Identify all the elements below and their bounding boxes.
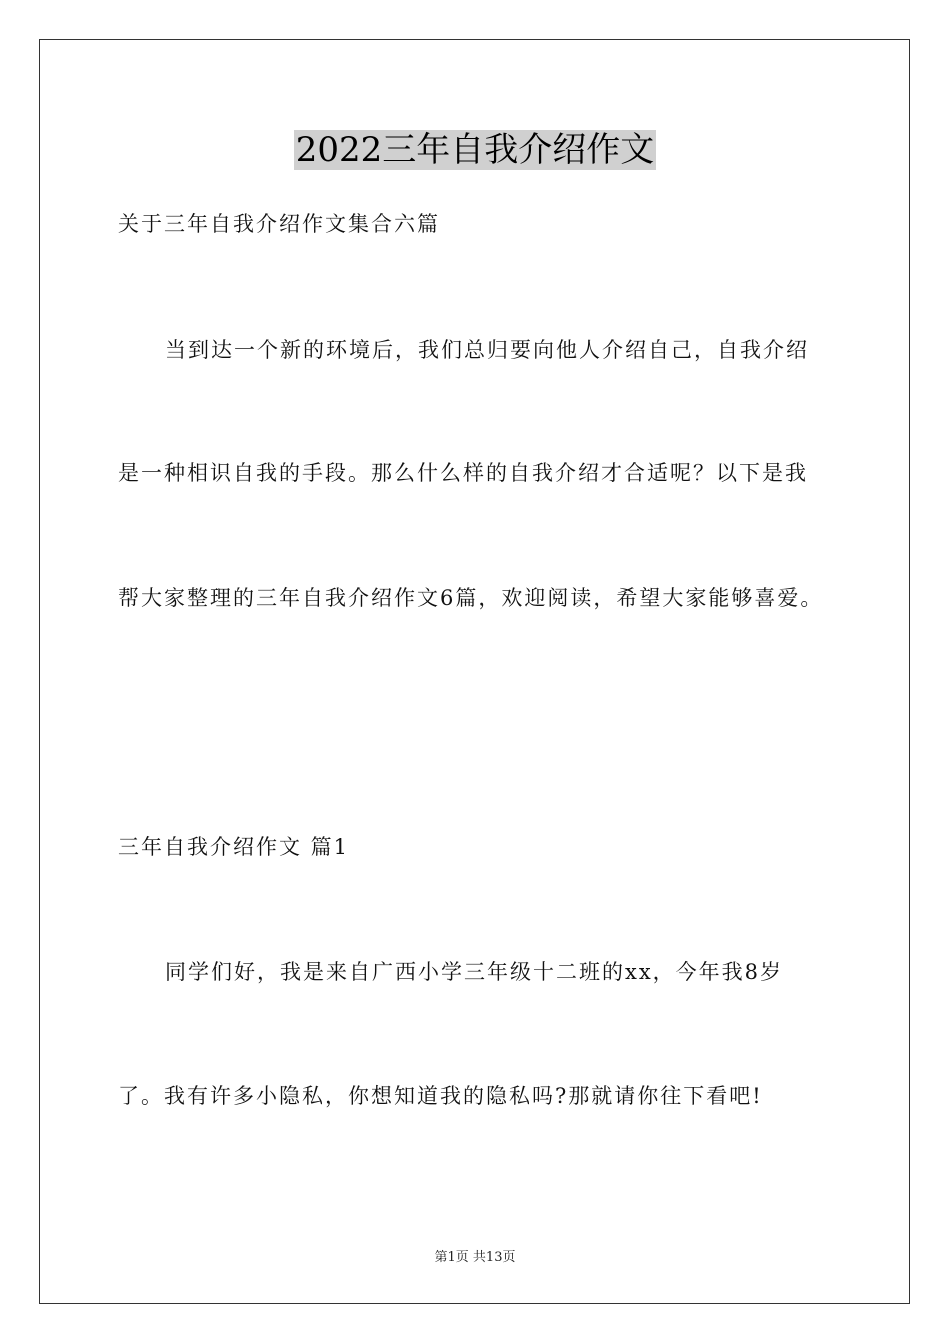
section-line-2: 了。我有许多小隐私，你想知道我的隐私吗?那就请你往下看吧! bbox=[118, 1084, 763, 1108]
intro-line-1: 当到达一个新的环境后，我们总归要向他人介绍自己，自我介绍 bbox=[165, 338, 809, 362]
section-heading: 三年自我介绍作文 篇1 bbox=[118, 835, 350, 859]
intro-line-3: 帮大家整理的三年自我介绍作文6篇，欢迎阅读，希望大家能够喜爱。 bbox=[118, 586, 824, 610]
document-title-text: 2022三年自我介绍作文 bbox=[295, 130, 655, 170]
intro-line-2: 是一种相识自我的手段。那么什么样的自我介绍才合适呢？以下是我 bbox=[118, 461, 808, 485]
document-title bbox=[0, 128, 950, 172]
page-number-footer: 第1页 共13页 bbox=[434, 1250, 516, 1265]
section-line-1: 同学们好，我是来自广西小学三年级十二班的xx，今年我8岁 bbox=[165, 960, 784, 984]
document-subtitle: 关于三年自我介绍作文集合六篇 bbox=[118, 212, 440, 236]
